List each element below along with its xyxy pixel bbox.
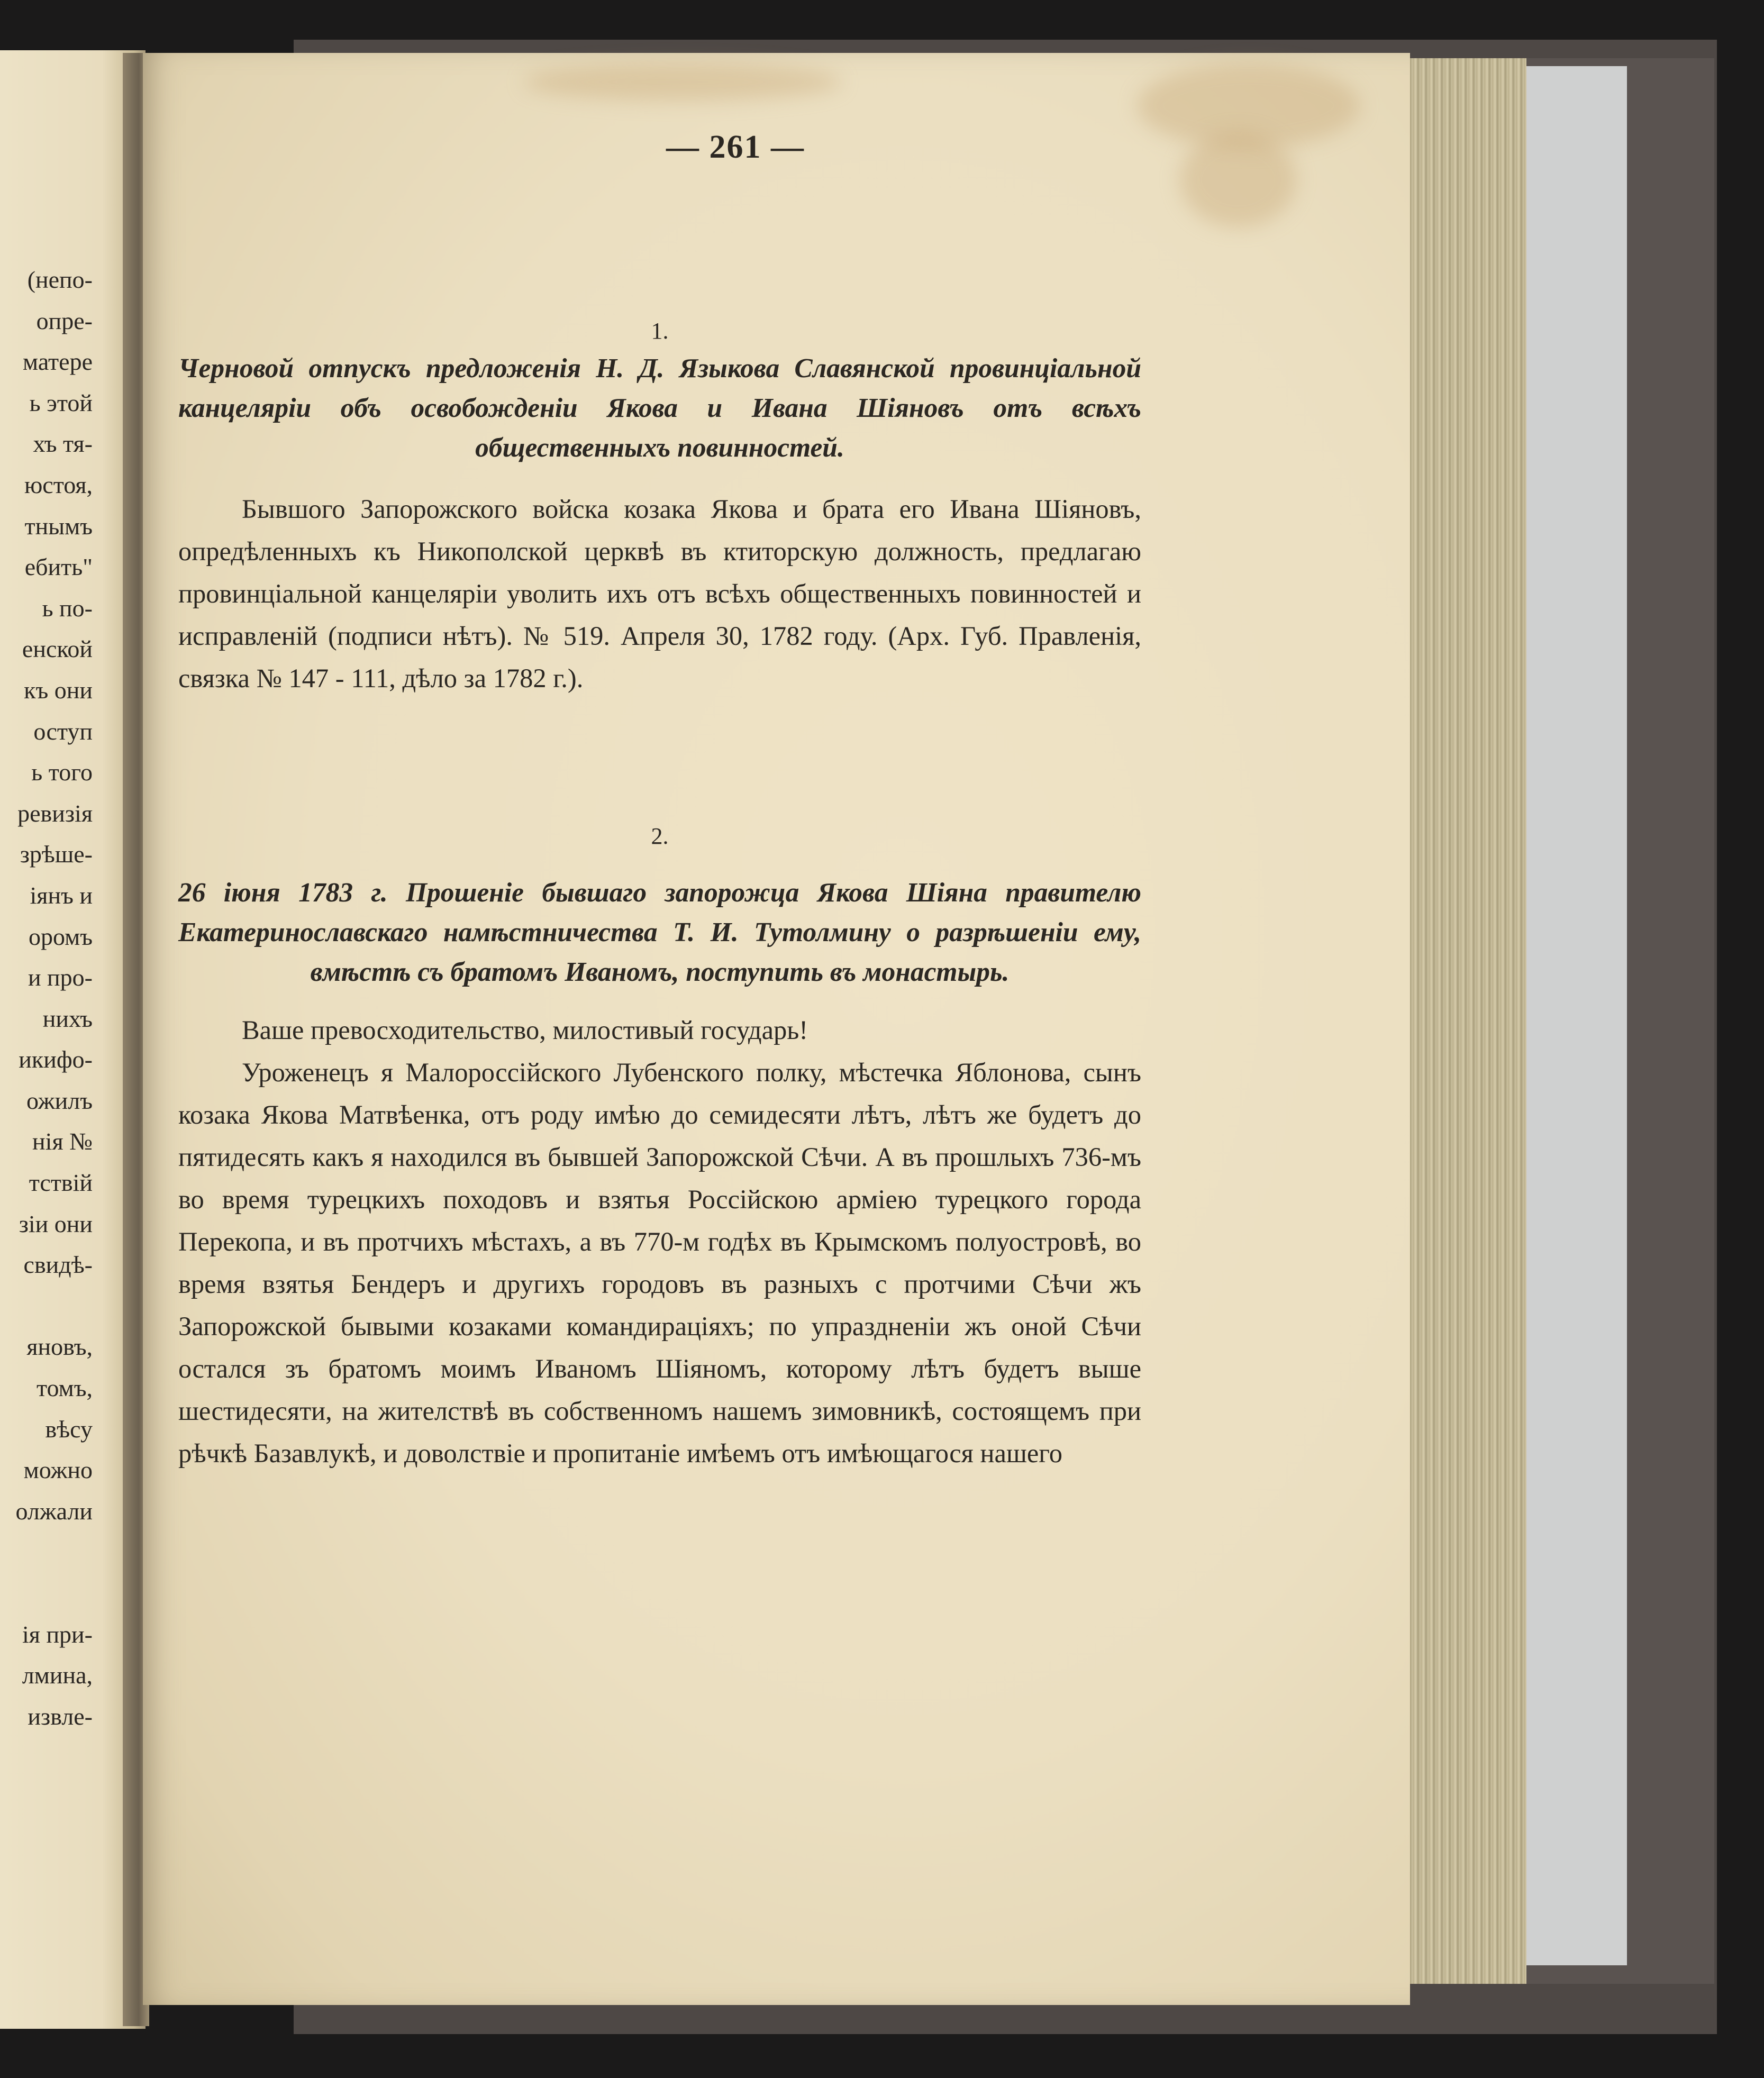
- left-page-line: ь этой: [29, 389, 93, 416]
- left-page-text: [15, 259, 93, 1737]
- right-page: [143, 53, 1410, 2005]
- left-page-line: (непо-: [27, 266, 93, 293]
- left-page-line: юстоя,: [24, 471, 93, 498]
- left-page-line: ожилъ: [26, 1087, 93, 1114]
- grey-backing-sheet: [1521, 66, 1627, 1965]
- left-page-line: оромъ: [28, 923, 93, 950]
- left-page-line: тствій: [29, 1169, 93, 1197]
- document-number: 1.: [651, 318, 669, 344]
- left-page-line: извле-: [28, 1702, 93, 1730]
- document-heading: Черновой отпускъ предложенія Н. Д. Языкова Славянской провинціальной канцеляріи объ освобожденіи Якова и Ивана Шіяновъ отъ всѣхъ общественныхъ повинностей.: [178, 353, 1141, 463]
- document-1: [178, 317, 1141, 699]
- document-2: [178, 823, 1141, 1474]
- left-page-line: свидѣ-: [23, 1251, 93, 1279]
- left-page-line: и про-: [28, 964, 93, 991]
- left-page-line: нія №: [32, 1128, 93, 1155]
- left-page-line: хъ тя-: [33, 430, 93, 458]
- left-page-line: [15, 1573, 93, 1614]
- left-page-line: опре-: [36, 307, 93, 334]
- document-text: [178, 1009, 1141, 1474]
- page-number: — 261 —: [666, 129, 805, 165]
- left-page-line: олжали: [15, 1497, 93, 1525]
- left-page-line: [15, 1286, 93, 1327]
- document-number: 2.: [651, 823, 669, 849]
- left-page-line: къ они: [24, 676, 93, 704]
- left-page-line: нихъ: [42, 1005, 93, 1032]
- left-page-line: ь по-: [42, 594, 93, 622]
- document-text: [178, 488, 1141, 699]
- left-page-line: зрѣше-: [20, 841, 93, 868]
- left-page-line: матере: [23, 348, 93, 376]
- left-page-line: вѣсу: [45, 1415, 93, 1443]
- left-page-line: зіи они: [19, 1210, 93, 1237]
- left-page-line: ь того: [31, 759, 93, 786]
- left-page-line: икифо-: [19, 1046, 93, 1073]
- left-page-line: іянъ и: [30, 881, 93, 909]
- left-page-line: ревизія: [17, 799, 93, 827]
- left-page-line: енской: [22, 635, 93, 663]
- salutation: Ваше превосходительство, милостивый государь!: [242, 1015, 808, 1045]
- page-edges: [1397, 58, 1526, 1984]
- page-stain: [524, 63, 841, 101]
- left-page-line: ебить": [24, 553, 93, 581]
- left-page-line: тнымъ: [24, 512, 93, 540]
- left-page-line: ія при-: [22, 1620, 93, 1648]
- left-page-line: томъ,: [36, 1374, 93, 1402]
- left-page-line: лмина,: [22, 1662, 93, 1689]
- left-page-line: оступ: [33, 717, 93, 745]
- left-page-line: яновъ,: [26, 1333, 93, 1361]
- left-page-line: можно: [23, 1456, 93, 1484]
- left-page-line: [15, 1532, 93, 1573]
- paragraph: Уроженецъ я Малороссійского Лубенского полку, мѣстечка Яблонова, сынъ козака Якова Матвѣенка, отъ роду имѣю до семидесяти лѣтъ, лѣтъ же будетъ до пятидесять какъ я находился въ бывшей Запорожской Сѣчи. А въ прошлыхъ 736-мъ во время турецкихъ походовъ и взятья Россійскою арміею турецкого города Перекопа, и въ протчихъ мѣстахъ, а въ 770-м годѣх въ Крымскомъ полуостровѣ, во время взятья Бендеръ и другихъ городовъ въ разныхъ с протчими Сѣчи жъ Запорожской бывыми козаками командираціяхъ; по упраздненіи жъ оной Сѣчи остался зъ братомъ моимъ Иваномъ Шіяномъ, которому лѣтъ будетъ выше шестидесяти, на жителствѣ въ собственномъ нашемъ зимовникѣ, состоящемъ при рѣчкѣ Базавлукѣ, и доволствіе и пропитаніе имѣемъ отъ имѣющагося нашего: [178, 1058, 1141, 1468]
- paragraph: Бывшого Запорожского войска козака Якова и брата его Ивана Шіяновъ, опредѣленныхъ къ Никополской церквѣ въ ктиторскую должность, предлагаю провинціальной канцеляріи уволить ихъ отъ всѣхъ общественныхъ повинностей и исправленій (подписи нѣтъ). № 519. Апреля 30, 1782 году. (Арх. Губ. Правленія, связка № 147 - 111, дѣло за 1782 г.).: [178, 494, 1141, 693]
- page-stain: [1180, 132, 1296, 227]
- document-heading: 26 іюня 1783 г. Прошеніе бывшаго запорожца Якова Шіяна правителю Екатеринославскаго намѣстничества Т. И. Тутолмину о разрѣшеніи ему, вмѣстѣ съ братомъ Иваномъ, поступить въ монастырь.: [178, 878, 1141, 987]
